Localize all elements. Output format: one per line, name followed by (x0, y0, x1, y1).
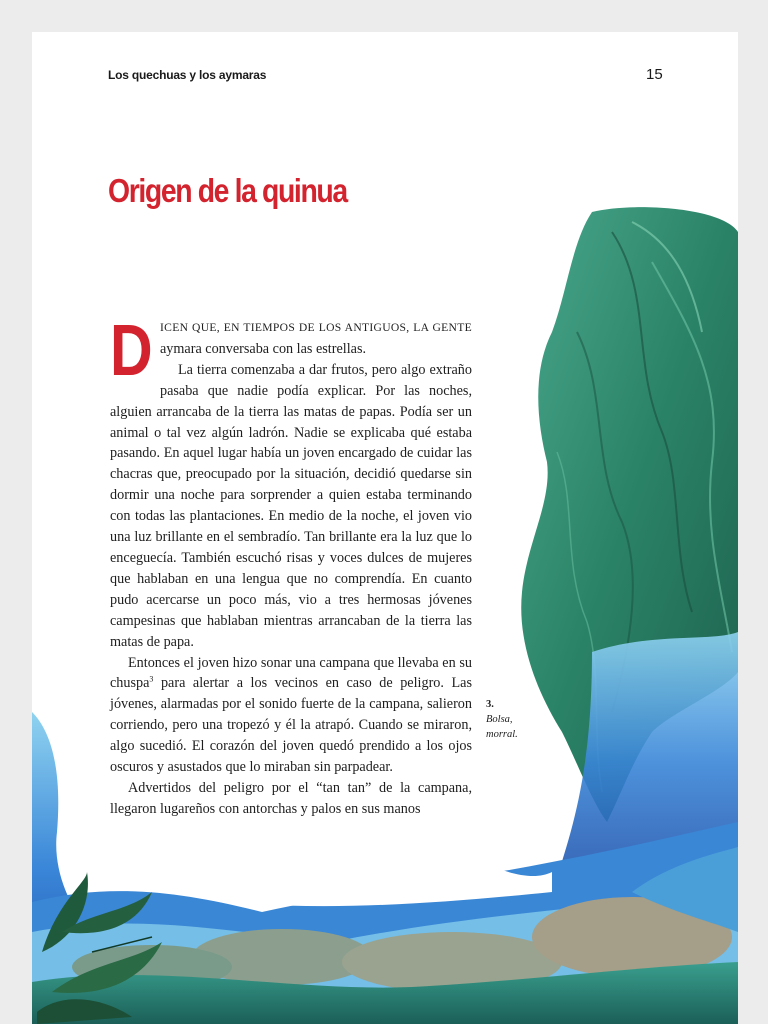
opening-small-caps: ICEN QUE, EN TIEMPOS DE LOS ANTIGUOS, LA GENTE (160, 321, 472, 334)
paragraph-2: La tierra comenzaba a dar frutos, pero algo extraño pasaba que nadie podía explicar. Por las noches, alguien arrancaba de la tierra las matas de papas. Podía ser un animal o tal vez algún ladrón. Nadie se explicaba qué estaba pasando. En aquel lugar había un joven encargado de cuidar las chacras que, preocupado por la situación, decidió quedarse sin dormir una noche para sorprender a quien estaba terminando con todas las plantaciones. En medio de la noche, el joven vio una luz brillante en el sembradío. Tan brillante era la luz que lo enceguecía. También escuchó risas y voces dulces de mujeres que hablaban en una lengua que no comprendía. En cuanto pudo acercarse un poco más, vio a tres hermosas jóvenes campesinas que hablaban mientras arrancaban de la tierra las matas de papa. (110, 361, 472, 650)
story-text (110, 311, 472, 820)
paragraph-3-end: para alertar a los vecinos en caso de peligro. Las jóvenes, alarmadas por el sonido fuerte de la campana, salieron corriendo, pero una tropezó y él la atrapó. Cuando se miraron, algo sucedió. El corazón del joven quedó prendido a los ojos oscuros y asustados que lo miraban sin parpadear. (110, 675, 472, 776)
page-number: 15 (646, 66, 663, 83)
footnote (486, 697, 546, 742)
running-head: Los quechuas y los aymaras (108, 68, 267, 82)
footnote-ref[interactable]: 3 (149, 674, 154, 684)
book-page (32, 32, 738, 1024)
paragraph-3 (110, 653, 472, 778)
paragraph-4: Advertidos del peligro por el “tan tan” de la campana, llegaron lugareños con antorchas y palos en sus manos (110, 779, 472, 817)
footnote-number: 3. (486, 699, 494, 710)
footnote-text: Bolsa, morral. (486, 714, 518, 740)
paragraph-1 (110, 311, 472, 391)
paragraph-1-rest: aymara conversaba con las estrellas. (160, 340, 367, 357)
page-title: Origen de la quinua (108, 172, 347, 209)
paragraph-3-start: Entonces el joven hizo sonar una campana que llevaba en su chuspa (110, 654, 472, 692)
drop-cap: D (110, 311, 153, 391)
